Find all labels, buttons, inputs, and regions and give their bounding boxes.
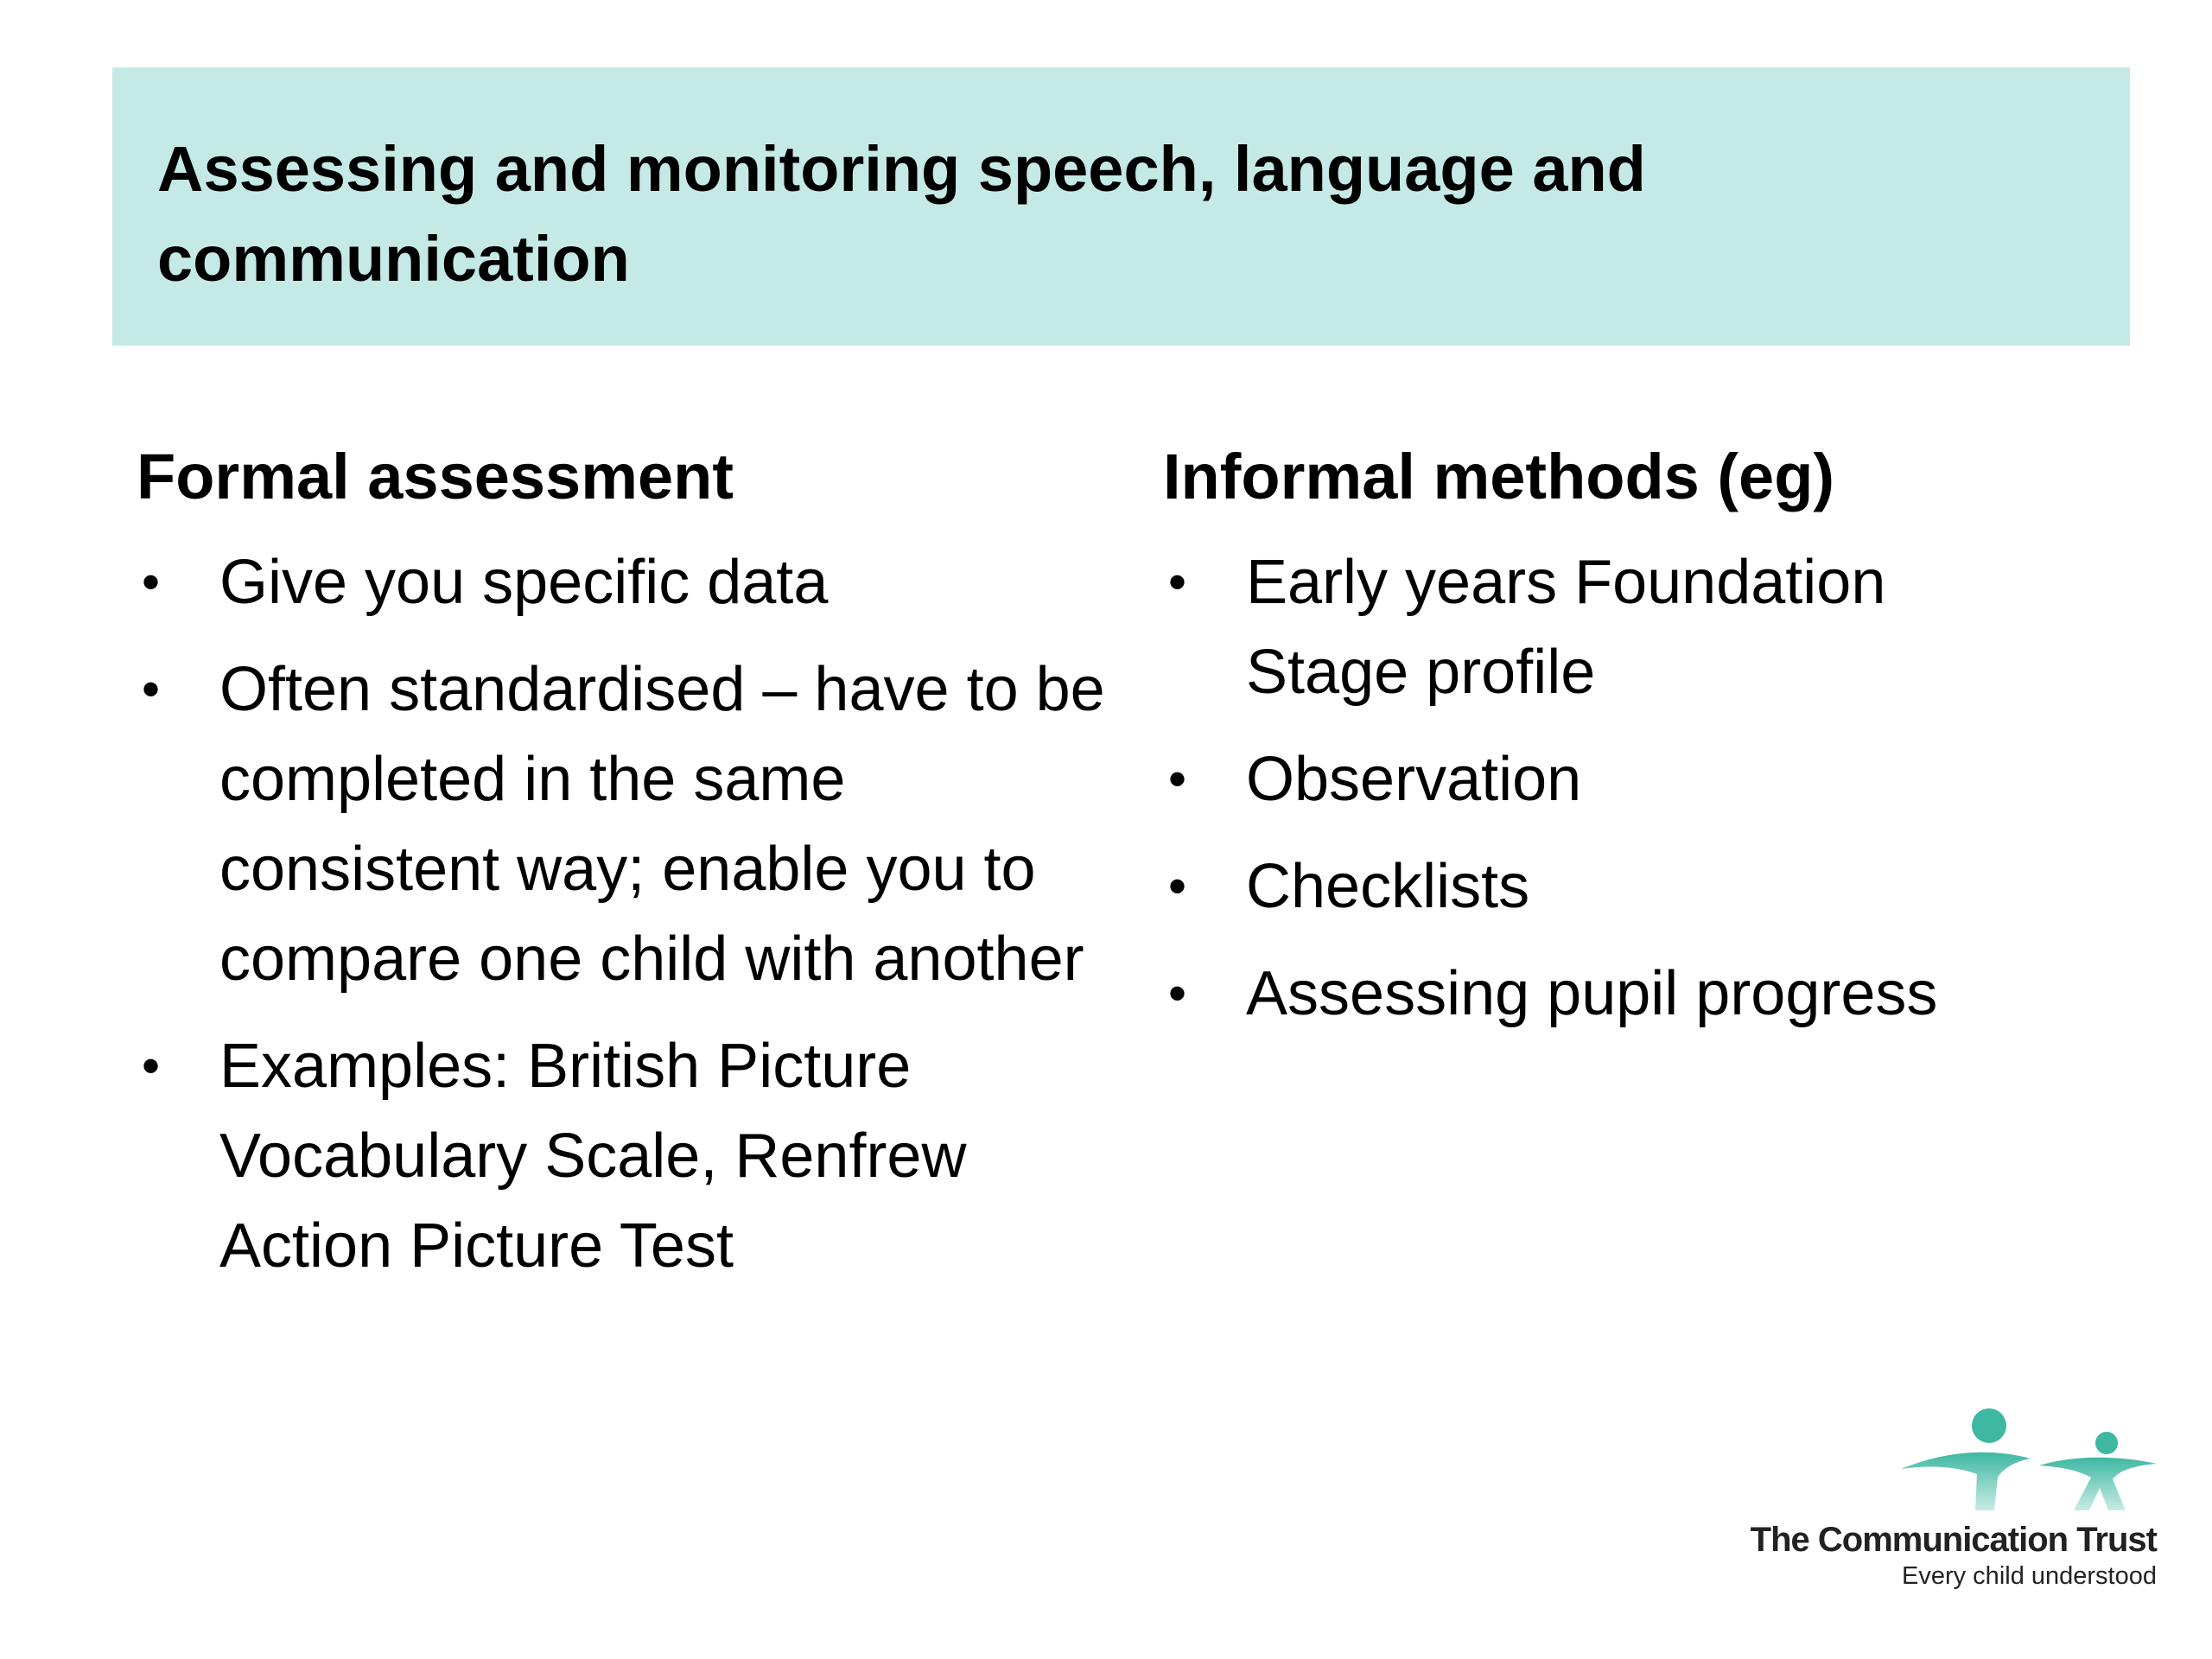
title-banner [112,67,2130,346]
formal-assessment-list [137,537,1104,1291]
bullet-icon: • [142,1037,161,1095]
list-item [1163,734,2113,824]
bullet-icon: • [1168,964,1187,1022]
list-item-text: Often standardised – have to be completed in the same consistent way; enable you to compare one child with another [219,655,1105,994]
communication-trust-logo [1719,1408,2169,1599]
list-item [137,645,1109,1004]
list-item [1163,842,2113,931]
bullet-icon: • [142,660,161,718]
logo-name: The Communication Trust [1750,1521,2157,1559]
bullet-icon: • [142,553,161,611]
list-item [1163,949,2113,1039]
slide-title: Assessing and monitoring speech, language and communication [157,133,1646,295]
list-item-text: Early years Foundation Stage profile [1246,548,1886,707]
list-item-text: Checklists [1246,852,1530,921]
list-item [137,537,1104,627]
bullet-icon: • [1168,553,1187,611]
list-item-text: Give you specific data [219,548,829,617]
logo-tagline: Every child understood [1902,1562,2157,1590]
list-item-text: Observation [1246,745,1582,814]
two-figures-logo-icon [1892,1408,2160,1521]
list-item-text: Examples: British Picture Vocabulary Scale, Renfrew Action Picture Test [219,1032,967,1281]
informal-methods-heading: Informal methods (eg) [1163,441,1835,512]
list-item-text: Assessing pupil progress [1246,959,1938,1028]
bullet-icon: • [1168,750,1187,808]
formal-assessment-column [137,432,1104,1308]
informal-methods-list [1163,537,2113,1039]
formal-assessment-heading: Formal assessment [137,441,734,512]
list-item [137,1021,1092,1291]
informal-methods-column [1163,432,2113,1056]
list-item [1163,537,1980,717]
bullet-icon: • [1168,857,1187,915]
